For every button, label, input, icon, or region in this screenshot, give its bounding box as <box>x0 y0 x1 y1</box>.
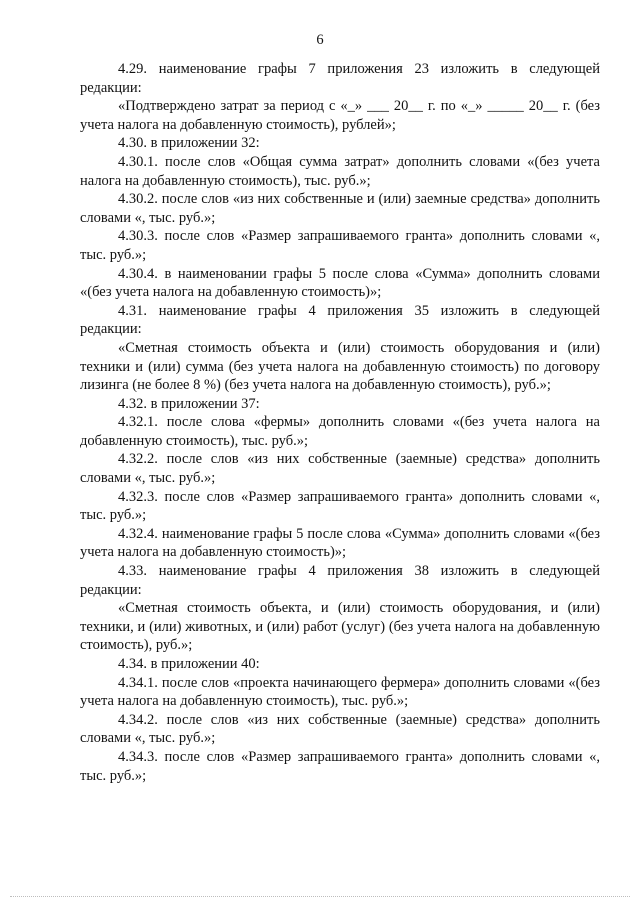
paragraph-4-32: 4.32. в приложении 37: <box>118 395 260 412</box>
paragraph-4-34-3: 4.34.3. после слов «Размер запрашиваемого гранта» дополнить словами «, тыс. руб.»; <box>80 748 600 784</box>
paragraph-4-29: 4.29. наименование графы 7 приложения 23 изложить в следующей редакции: <box>80 61 600 96</box>
paragraph-4-34-2: 4.34.2. после слов «из них собственные (заемные) средства» дополнить словами «, тыс. руб.»; <box>80 711 600 747</box>
paragraph-4-29-text: «Подтверждено затрат за период с «_» ___ 20__ г. по «_» _____ 20__ г. (без учета налога на добавленную стоимость), рублей»; <box>80 98 600 133</box>
paragraph-4-32-4: 4.32.4. наименование графы 5 после слова «Сумма» дополнить словами «(без учета налога на добавленную стоимость)»; <box>80 525 600 561</box>
bottom-dotted-rule <box>10 896 630 897</box>
paragraph-4-33: 4.33. наименование графы 4 приложения 38 изложить в следующей редакции: <box>80 563 600 598</box>
paragraph-4-30-2: 4.30.2. после слов «из них собственные и (или) заемные средства» дополнить словами «, тыс. руб.»; <box>80 191 600 226</box>
paragraph-4-30-1: 4.30.1. после слов «Общая сумма затрат» дополнить словами «(без учета налога на добавленную стоимость), тыс. руб.»; <box>80 153 600 189</box>
paragraph-4-30: 4.30. в приложении 32: <box>118 135 260 152</box>
paragraph-4-34-1: 4.34.1. после слов «проекта начинающего фермера» дополнить словами «(без учета налога на добавленную стоимость), тыс. руб.»; <box>80 674 600 710</box>
paragraph-4-31-text: «Сметная стоимость объекта и (или) стоимость оборудования и (или) техники и (или) сумма (без учета налога на добавленную стоимость) по договору лизинга (не более 8 %) (без учета налога на добавленную стоимость), руб.»; <box>80 339 600 394</box>
paragraph-4-31: 4.31. наименование графы 4 приложения 35 изложить в следующей редакции: <box>80 302 600 338</box>
page-number: 6 <box>316 32 324 48</box>
paragraph-4-30-3: 4.30.3. после слов «Размер запрашиваемого гранта» дополнить словами «, тыс. руб.»; <box>80 228 600 263</box>
paragraph-4-32-2: 4.32.2. после слов «из них собственные (заемные) средства» дополнить словами «, тыс. руб.»; <box>80 451 600 487</box>
paragraph-4-33-text: «Сметная стоимость объекта, и (или) стоимость оборудования, и (или) техники, и (или) животных, и (или) работ (услуг) (без учета налога на добавленную стоимость), руб.»; <box>80 600 600 654</box>
paragraph-4-34: 4.34. в приложении 40: <box>118 656 260 672</box>
paragraph-4-30-4: 4.30.4. в наименовании графы 5 после слова «Сумма» дополнить словами «(без учета налога на добавленную стоимость)»; <box>80 265 600 301</box>
document-body <box>80 60 600 785</box>
paragraph-4-32-3: 4.32.3. после слов «Размер запрашиваемого гранта» дополнить словами «, тыс. руб.»; <box>80 488 600 524</box>
paragraph-4-32-1: 4.32.1. после слова «фермы» дополнить словами «(без учета налога на добавленную стоимость), тыс. руб.»; <box>80 414 600 449</box>
